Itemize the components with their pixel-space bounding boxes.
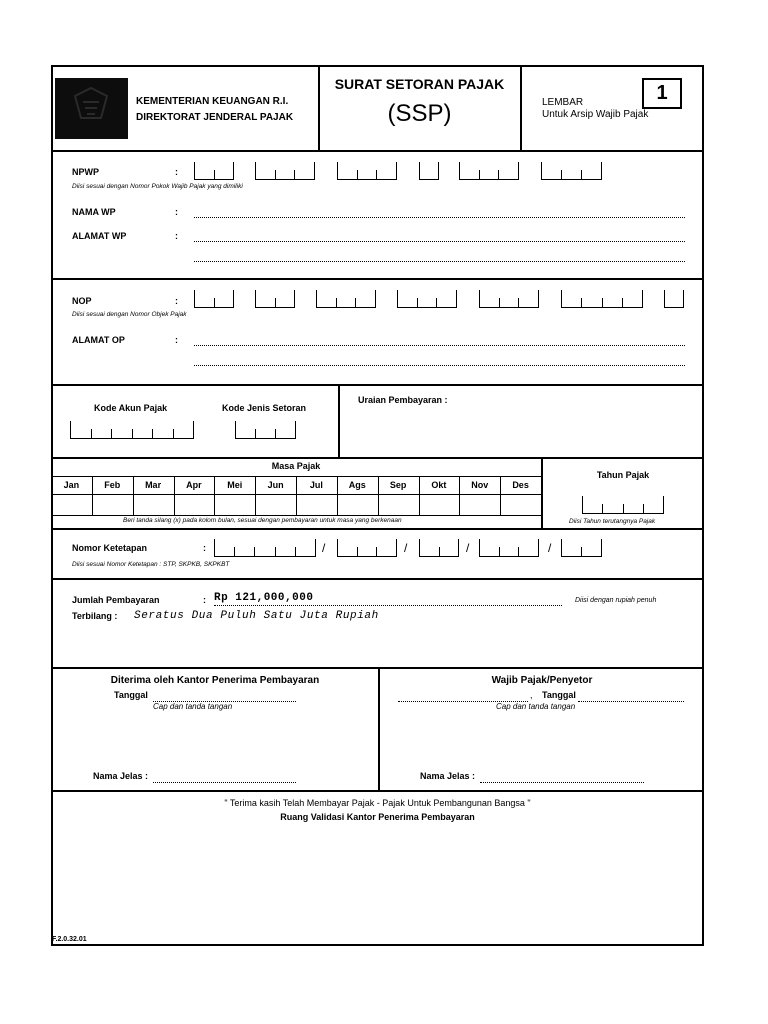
kode-jenis-input[interactable] (235, 421, 296, 439)
ministry-logo (55, 78, 128, 139)
month-label-okt: Okt (431, 480, 447, 490)
kode-akun-label: Kode Akun Pajak (94, 403, 168, 413)
ketetapan-label: Nomor Ketetapan (72, 543, 148, 553)
alamat-op-label: ALAMAT OP (72, 335, 125, 345)
form-code: F.2.0.32.01 (52, 936, 87, 943)
month-cell-sep[interactable] (378, 495, 419, 515)
left-cap-note: Cap dan tanda tangan (153, 702, 233, 711)
tahun-pajak-label: Tahun Pajak (596, 470, 650, 480)
month-label-des: Des (512, 480, 529, 490)
alamat-wp-field-2[interactable] (194, 261, 685, 262)
lembar-label: LEMBAR (542, 97, 584, 108)
npwp-input[interactable] (194, 162, 234, 180)
right-tanggal-label: Tanggal (542, 690, 576, 700)
amount-value[interactable]: Rp 121,000,000 (214, 592, 314, 604)
month-divider (174, 476, 175, 515)
month-label-nov: Nov (471, 480, 489, 490)
masa-pajak-label: Masa Pajak (271, 461, 321, 471)
lembar-desc: Untuk Arsip Wajib Pajak (542, 109, 649, 120)
month-divider (296, 476, 297, 515)
right-nama-jelas-field[interactable] (480, 782, 644, 783)
slogan: " Terima kasih Telah Membayar Pajak - Pajak Untuk Pembangunan Bangsa " (224, 798, 531, 808)
month-cell-apr[interactable] (174, 495, 215, 515)
month-cell-des[interactable] (500, 495, 541, 515)
nop-label: NOP (72, 296, 92, 306)
right-tanggal-field[interactable] (578, 701, 684, 702)
kode-akun-input[interactable] (70, 421, 194, 439)
nop-note: Diisi sesuai dengan Nomor Objek Pajak (72, 311, 187, 318)
npwp-label: NPWP (72, 167, 99, 177)
month-cell-mar[interactable] (133, 495, 174, 515)
month-label-jul: Jul (309, 480, 323, 490)
lembar-number: 1 (642, 78, 682, 109)
month-divider (255, 476, 256, 515)
ketetapan-note: Diisi sesuai Nomor Ketetapan : STP, SKPKB, SKPKBT (72, 561, 230, 568)
month-divider (459, 476, 460, 515)
month-label-mei: Mei (227, 480, 243, 490)
uraian-label: Uraian Pembayaran : (358, 395, 448, 405)
amount-note: Diisi dengan rupiah penuh (575, 597, 657, 604)
form-abbrev: (SSP) (387, 100, 452, 127)
month-cell-jul[interactable] (296, 495, 337, 515)
left-nama-jelas-field[interactable] (153, 782, 296, 783)
jumlah-label: Jumlah Pembayaran (72, 595, 160, 605)
month-cell-okt[interactable] (419, 495, 460, 515)
alamat-wp-field[interactable] (194, 241, 685, 242)
validasi-label: Ruang Validasi Kantor Penerima Pembayaran (280, 812, 475, 822)
month-label-jan: Jan (63, 480, 80, 490)
month-divider (337, 476, 338, 515)
terbilang-label: Terbilang : (72, 611, 118, 621)
alamat-op-field[interactable] (194, 345, 685, 346)
left-tanggal-label: Tanggal (114, 690, 148, 700)
directorate-name: DIREKTORAT JENDERAL PAJAK (136, 112, 294, 123)
month-divider (214, 476, 215, 515)
alamat-wp-label: ALAMAT WP (72, 231, 127, 241)
tahun-pajak-input[interactable] (582, 496, 664, 514)
tahun-note: Diisi Tahun terutangnya Pajak (569, 518, 656, 525)
right-sign-title: Wajib Pajak/Penyetor (491, 675, 593, 686)
nama-wp-label: NAMA WP (72, 207, 116, 217)
npwp-note: Diisi sesuai dengan Nomor Pokok Wajib Pajak yang dimiliki (72, 183, 243, 190)
month-cell-ags[interactable] (337, 495, 378, 515)
month-label-ags: Ags (348, 480, 366, 490)
month-label-apr: Apr (186, 480, 202, 490)
month-divider (92, 476, 93, 515)
month-divider (419, 476, 420, 515)
terbilang-value[interactable]: Seratus Dua Puluh Satu Juta Rupiah (134, 610, 379, 622)
right-nama-jelas-label: Nama Jelas : (420, 771, 476, 781)
month-divider (133, 476, 134, 515)
month-label-sep: Sep (389, 480, 407, 490)
left-sign-title: Diterima oleh Kantor Penerima Pembayaran (110, 675, 320, 686)
kode-jenis-label: Kode Jenis Setoran (222, 403, 307, 413)
month-cell-jun[interactable] (255, 495, 296, 515)
month-label-feb: Feb (104, 480, 121, 490)
ketetapan-input[interactable] (214, 539, 316, 557)
left-nama-jelas-label: Nama Jelas : (93, 771, 149, 781)
month-label-jun: Jun (267, 480, 284, 490)
month-cell-mei[interactable] (214, 495, 255, 515)
month-cell-feb[interactable] (92, 495, 133, 515)
nop-input[interactable] (194, 290, 234, 308)
month-divider (378, 476, 379, 515)
nama-wp-field[interactable] (194, 217, 685, 218)
right-cap-note: Cap dan tanda tangan (496, 702, 576, 711)
month-divider (500, 476, 501, 515)
month-cell-jan[interactable] (51, 495, 92, 515)
month-cell-nov[interactable] (459, 495, 500, 515)
alamat-op-field-2[interactable] (194, 365, 685, 366)
month-label-mar: Mar (145, 480, 162, 490)
ministry-name: KEMENTERIAN KEUANGAN R.I. (136, 96, 289, 107)
form-title: SURAT SETORAN PAJAK (334, 76, 505, 92)
garuda-emblem-icon (55, 78, 128, 139)
masa-note: Beri tanda silang (x) pada kolom bulan, sesuai dengan pembayaran untuk masa yang berkenaan (123, 517, 402, 524)
